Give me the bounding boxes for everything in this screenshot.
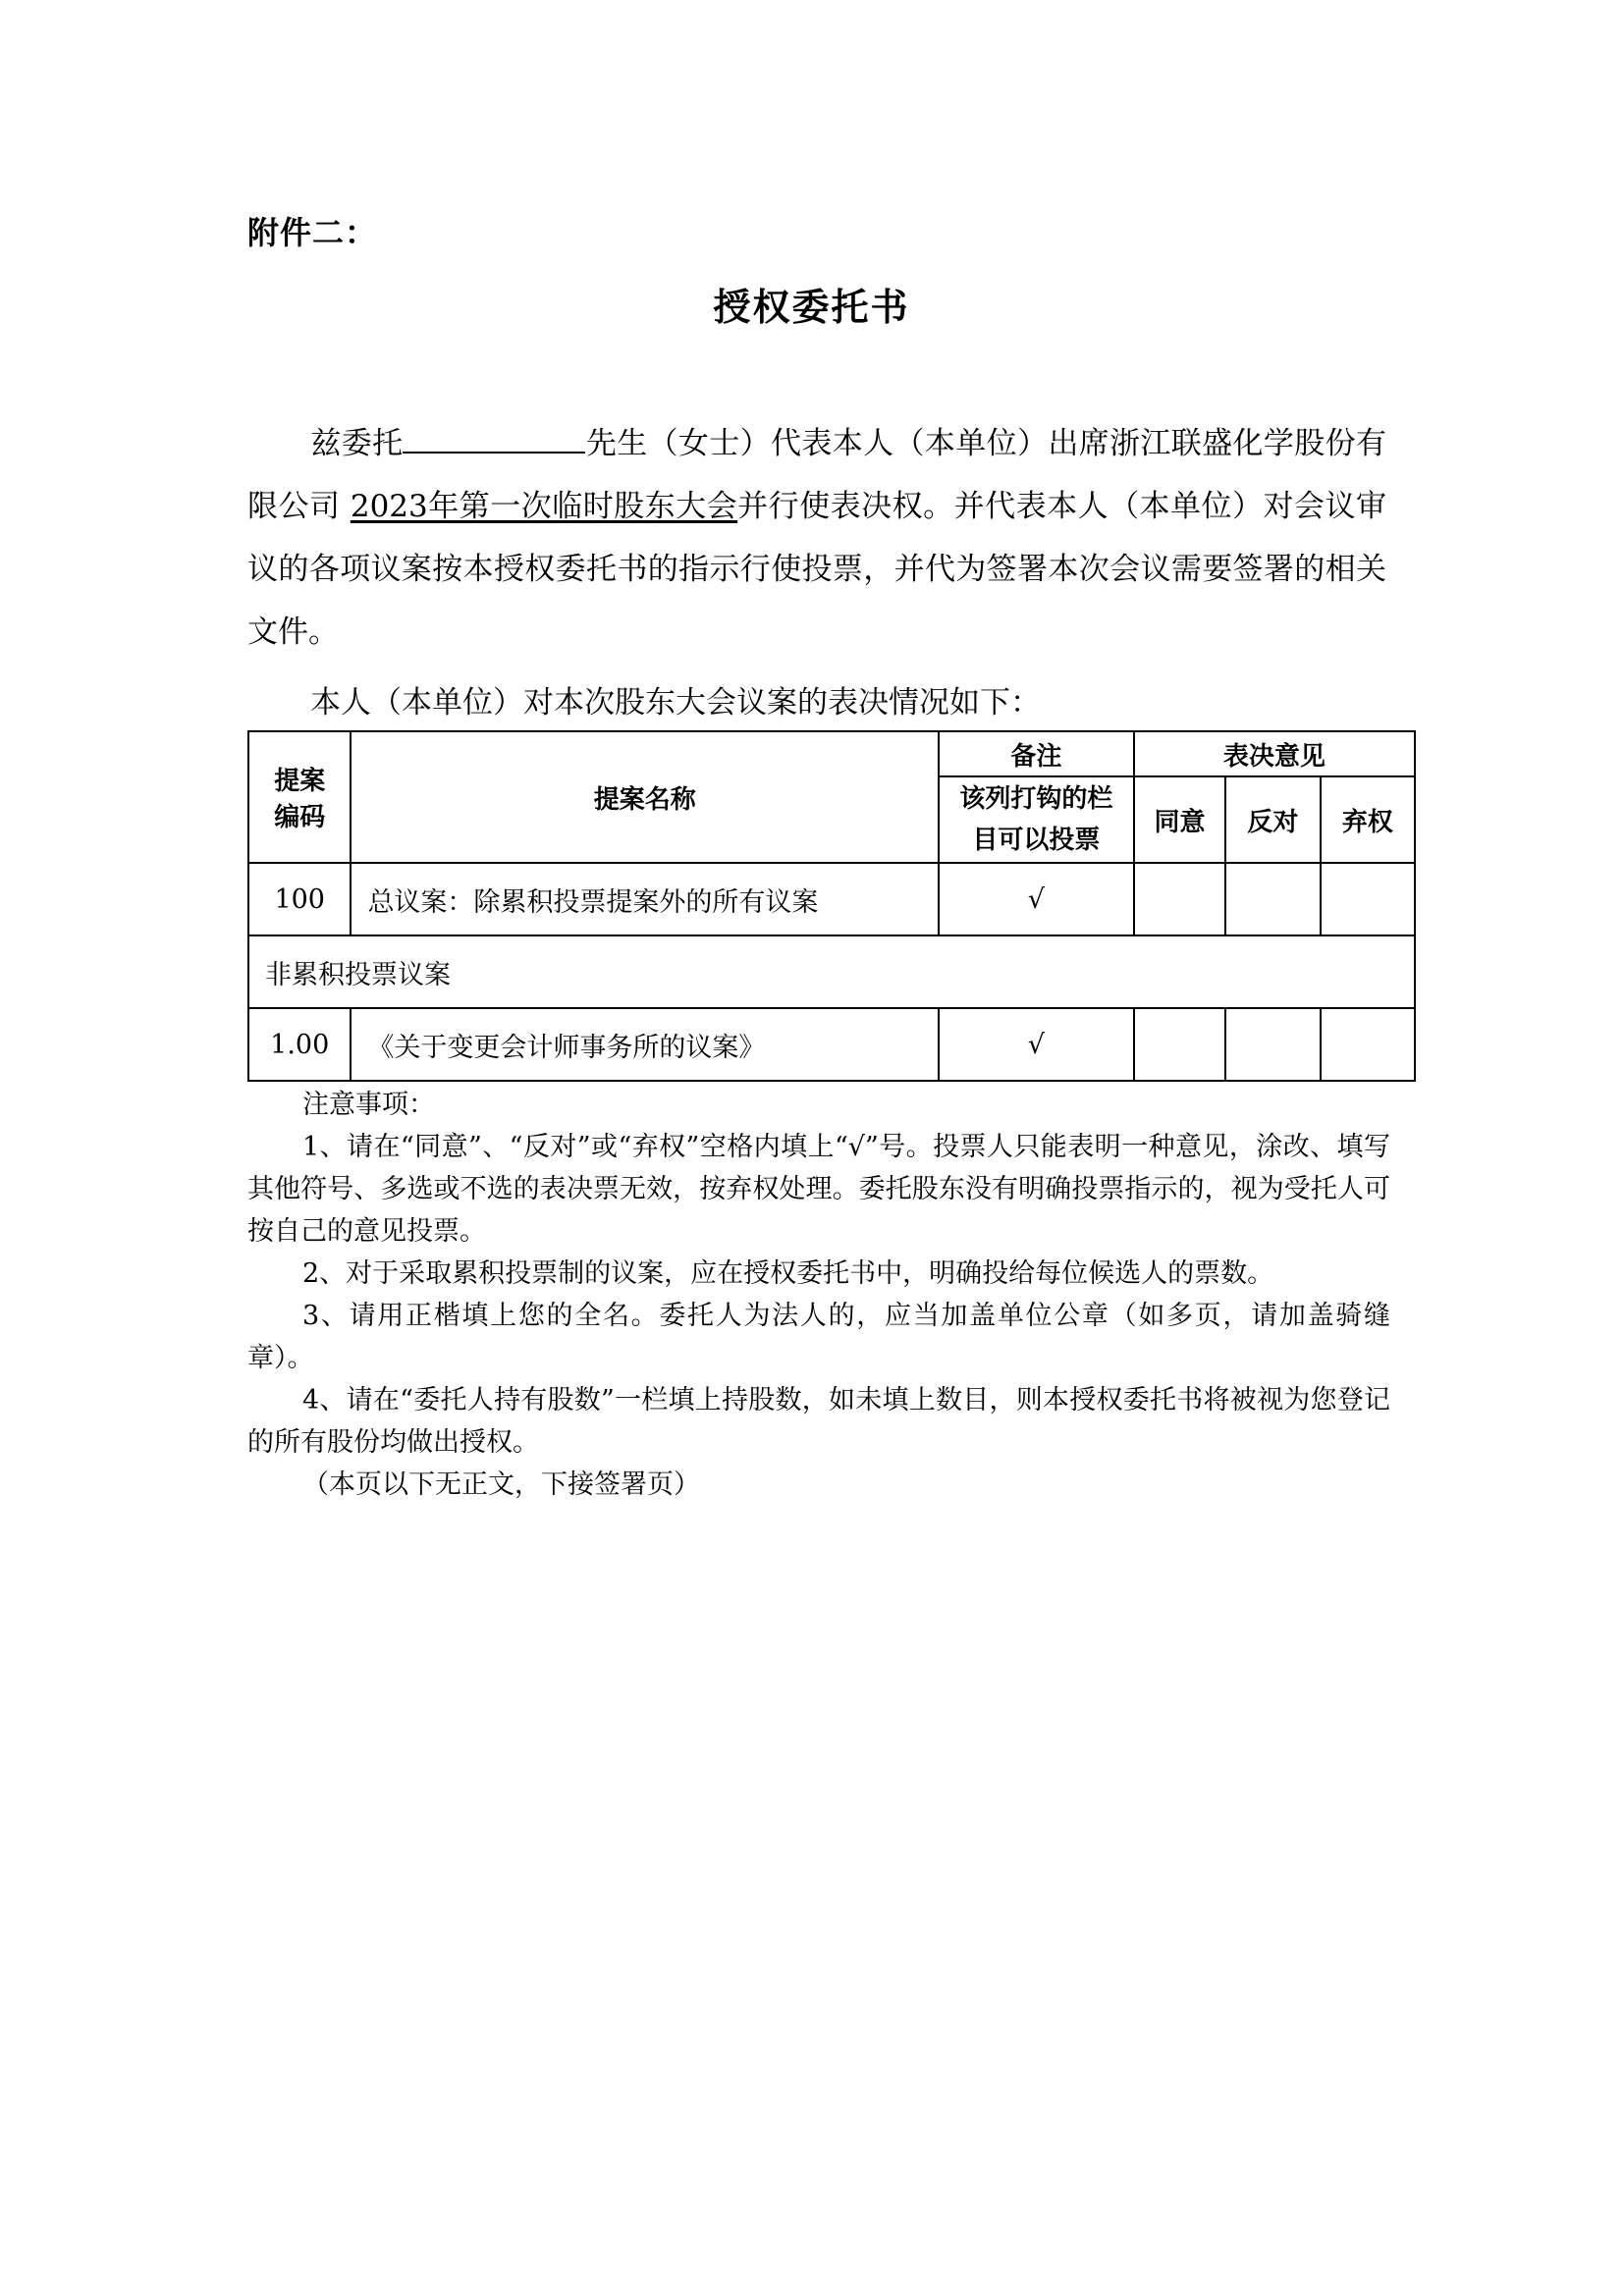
row-code: 1.00 — [248, 1008, 351, 1081]
header-remark: 备注 — [939, 731, 1134, 776]
vote-oppose-cell[interactable] — [1225, 863, 1320, 935]
notes-section — [247, 1084, 1390, 1506]
header-proposal-name: 提案名称 — [351, 731, 939, 863]
document-title: 授权委托书 — [713, 286, 910, 329]
para1-after-blank: 先生（女士）代表本人（本单位）出席浙江联盛化学股份有限公司 — [247, 426, 1386, 524]
proxy-name-blank[interactable] — [403, 422, 585, 454]
row-proposal-name: 总议案：除累积投票提案外的所有议案 — [351, 863, 939, 935]
para1-prefix: 兹委托 — [310, 426, 404, 461]
note-item: 3、请用正楷填上您的全名。委托人为法人的，应当加盖单位公章（如多页，请加盖骑缝章）。 — [247, 1301, 1390, 1373]
notes-title: 注意事项： — [302, 1090, 435, 1120]
row-remark-check: √ — [939, 863, 1134, 935]
table-row — [248, 1008, 1415, 1081]
table-header-row — [248, 731, 1415, 776]
header-decision: 表决意见 — [1134, 731, 1415, 776]
row-proposal-name: 《关于变更会计师事务所的议案》 — [351, 1008, 939, 1081]
vote-abstain-cell[interactable] — [1321, 1008, 1415, 1081]
voting-table — [247, 730, 1416, 1082]
section-label: 非累积投票议案 — [248, 935, 1415, 1008]
header-code — [248, 731, 351, 863]
row-remark-check: √ — [939, 1008, 1134, 1081]
authorization-paragraph — [247, 412, 1386, 664]
row-code: 100 — [248, 863, 351, 935]
header-abstain: 弃权 — [1321, 776, 1415, 863]
voting-intro: 本人（本单位）对本次股东大会议案的表决情况如下： — [310, 685, 1041, 721]
notes-footer: （本页以下无正文，下接签署页） — [302, 1469, 700, 1500]
header-code-line2: 编码 — [274, 803, 326, 832]
note-item: 4、请在“委托人持有股数”一栏填上持股数，如未填上数目，则本授权委托书将被视为您登记的所有股份均做出授权。 — [247, 1385, 1390, 1458]
vote-oppose-cell[interactable] — [1225, 1008, 1320, 1081]
vote-abstain-cell[interactable] — [1321, 863, 1415, 935]
header-remark-sub: 该列打钩的栏目可以投票 — [939, 776, 1134, 863]
header-agree: 同意 — [1134, 776, 1225, 863]
para1-rest: 并行使表决权。并代表本人（本单位）对会议审议的各项议案按本授权委托书的指示行使投票，并代为签署本次会议需要签署的相关文件。 — [247, 489, 1387, 650]
note-item: 2、对于采取累积投票制的议案，应在授权委托书中，明确投给每位候选人的票数。 — [302, 1258, 1274, 1289]
note-item: 1、请在“同意”、“反对”或“弃权”空格内填上“√”号。投票人只能表明一种意见，涂改、填写其他符号、多选或不选的表决票无效，按弃权处理。委托股东没有明确投票指示的，视为受托人可按自己的意见投票。 — [247, 1132, 1390, 1247]
header-oppose: 反对 — [1225, 776, 1320, 863]
table-row — [248, 863, 1415, 935]
vote-agree-cell[interactable] — [1134, 863, 1225, 935]
meeting-name: 2023年第一次临时股东大会 — [350, 489, 738, 524]
vote-agree-cell[interactable] — [1134, 1008, 1225, 1081]
table-section-row — [248, 935, 1415, 1008]
header-code-line1: 提案 — [274, 767, 326, 796]
attachment-label: 附件二： — [247, 214, 378, 251]
